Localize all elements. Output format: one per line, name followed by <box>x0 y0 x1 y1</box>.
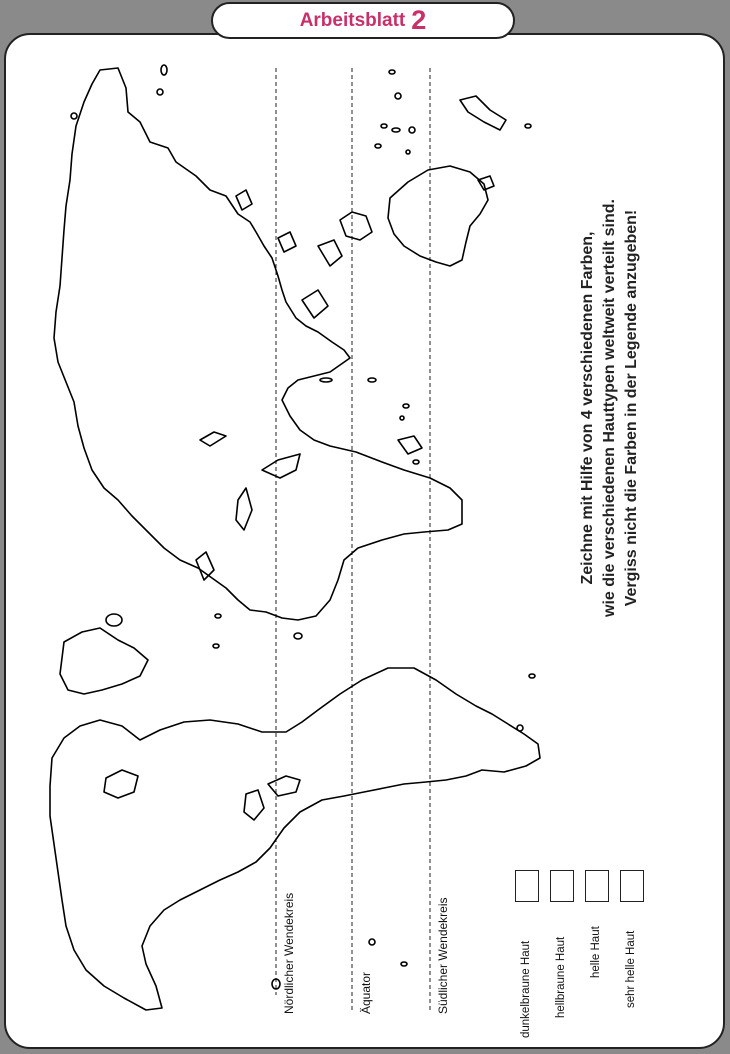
tropic-south-label: Südlicher Wendekreis <box>436 897 450 1014</box>
island <box>369 939 375 945</box>
legend-box-dark-brown[interactable] <box>515 870 539 902</box>
island-iceland <box>106 614 122 626</box>
instruction-line-3: Vergiss nicht die Farben in der Legende anzugeben! <box>623 209 640 607</box>
island <box>213 644 219 648</box>
legend-box-light-brown[interactable] <box>550 870 574 902</box>
legend-label-light-brown: hellbraune Haut <box>555 936 567 1018</box>
pacific-island <box>375 144 381 148</box>
legend-label-light: helle Haut <box>590 926 602 978</box>
hudson-bay <box>104 770 138 798</box>
red-sea-outline <box>200 432 226 446</box>
pacific-island <box>525 124 531 128</box>
tasmania <box>478 176 494 190</box>
island <box>517 725 523 731</box>
island-group-indonesia <box>340 212 372 240</box>
island <box>294 633 302 639</box>
tropic-north-label: Nördlicher Wendekreis <box>282 892 296 1014</box>
island <box>529 674 535 678</box>
title-text: Arbeitsblatt <box>299 9 406 31</box>
caspian <box>196 552 214 580</box>
pacific-island <box>157 89 163 95</box>
island <box>403 404 409 408</box>
island <box>215 614 221 618</box>
madagascar <box>398 436 422 454</box>
caribbean-islands <box>268 776 300 796</box>
instruction-line-2: wie die verschiedenen Hauttypen weltweit verteilt sind. <box>601 199 618 617</box>
island-sumatra <box>302 290 328 318</box>
new-zealand <box>460 96 506 130</box>
worksheet-title <box>211 2 515 39</box>
pacific-island <box>395 93 401 99</box>
island-borneo <box>318 240 342 266</box>
continent-eurasia-africa <box>54 68 462 620</box>
pacific-island <box>389 70 395 74</box>
title-number: 2 <box>411 5 427 35</box>
island-japan <box>236 190 252 210</box>
equator-label: Äquator <box>359 971 373 1014</box>
florida <box>244 790 264 820</box>
pacific-island <box>406 150 410 154</box>
island <box>400 416 404 420</box>
island <box>413 460 419 464</box>
legend-box-light[interactable] <box>585 870 609 902</box>
arabia-peninsula <box>236 488 252 530</box>
legend-label-dark-brown: dunkelbraune Haut <box>520 940 532 1038</box>
continent-australia <box>388 166 488 266</box>
instructions <box>577 148 643 668</box>
legend-box-very-light[interactable] <box>620 870 644 902</box>
pacific-island <box>409 127 415 133</box>
island <box>401 962 407 966</box>
instruction-line-1: Zeichne mit Hilfe von 4 verschiedenen Farben, <box>579 231 596 585</box>
pacific-island <box>381 124 387 128</box>
island <box>320 378 332 382</box>
pacific-island <box>392 128 400 132</box>
pacific-island <box>161 65 167 75</box>
greenland <box>60 628 148 694</box>
legend-label-very-light: sehr helle Haut <box>625 930 637 1008</box>
india-peninsula <box>262 454 300 478</box>
island-philippines <box>278 232 296 252</box>
pacific-island <box>71 113 77 119</box>
island <box>368 378 376 382</box>
